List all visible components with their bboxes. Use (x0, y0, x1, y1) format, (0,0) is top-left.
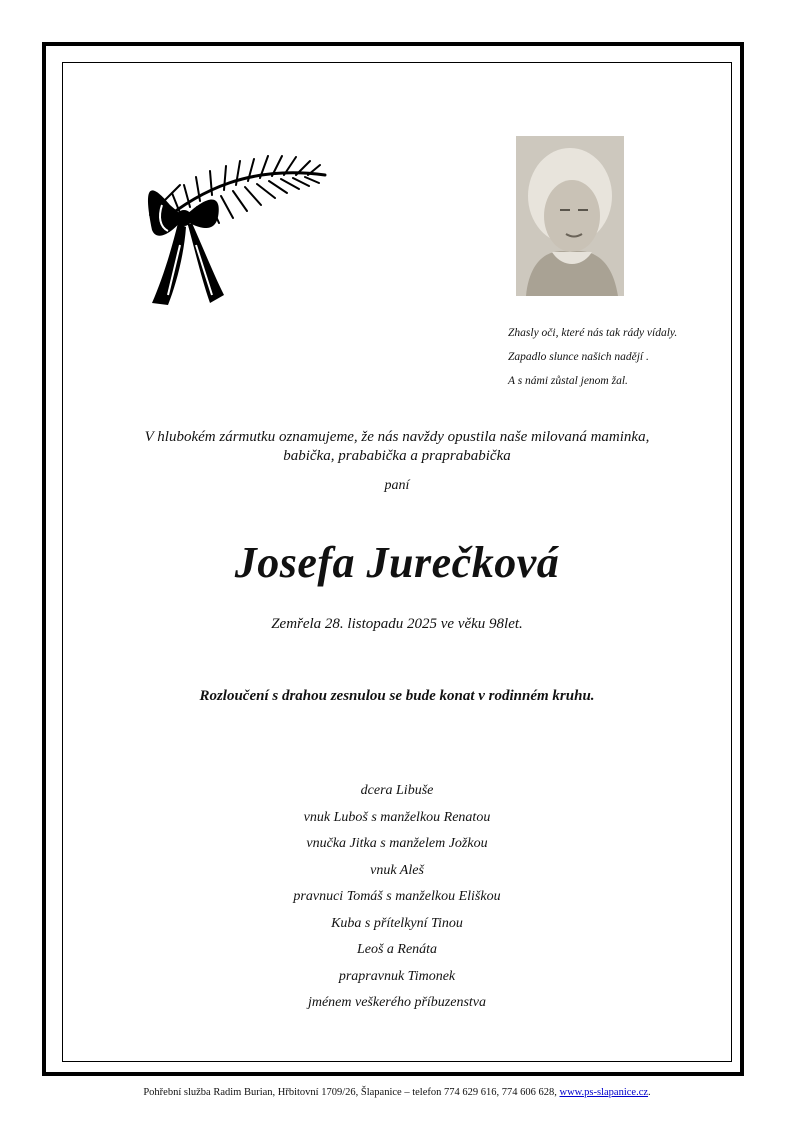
memorial-verse (508, 321, 677, 393)
deceased-name: Josefa Jurečková (234, 538, 560, 587)
footer-period: . (648, 1087, 651, 1098)
mourners-list (62, 778, 732, 1017)
farewell-notice: Rozloučení s drahou zesnulou se bude konat v rodinném kruhu. (199, 688, 595, 704)
website-link[interactable]: www.ps-slapanice.cz (559, 1087, 649, 1098)
mourner-item: vnuk Aleš (370, 862, 424, 878)
mourner-item: vnuk Luboš s manželkou Renatou (303, 809, 491, 825)
salutation: paní (384, 478, 410, 493)
mourner-item: Kuba s přítelkyní Tinou (331, 915, 463, 931)
intro-line: babička, prababička a praprababička (283, 448, 511, 464)
announcement-intro (62, 428, 732, 466)
verse-line: Zhasly oči, které nás tak rády vídaly. (508, 327, 678, 339)
intro-line: V hlubokém zármutku oznamujeme, že nás navždy opustila naše milovaná maminka, (144, 429, 650, 445)
mourner-item: vnučka Jitka s manželem Jožkou (306, 836, 488, 851)
verse-line: Zapadlo slunce našich nadějí . (508, 351, 649, 363)
funeral-service-footer (0, 1087, 794, 1098)
mourner-item: prapravnuk Timonek (338, 968, 456, 984)
death-notice: Zemřela 28. listopadu 2025 ve věku 98let. (271, 616, 523, 632)
mourner-item: dcera Libuše (360, 783, 434, 798)
mourner-item: Leoš a Renáta (356, 942, 438, 957)
palm-branch-with-ribbon-icon (140, 135, 330, 310)
mourner-item: pravnuci Tomáš s manželkou Eliškou (293, 889, 501, 904)
verse-line: A s námi zůstal jenom žal. (508, 375, 628, 387)
mourner-item: jménem veškerého příbuzenstva (307, 995, 487, 1010)
portrait-photo-icon (516, 136, 624, 296)
footer-text: Pohřební služba Radim Burian, Hřbitovní 1709/26, Šlapanice – telefon 774 629 616, 774 606 628, (143, 1087, 557, 1098)
